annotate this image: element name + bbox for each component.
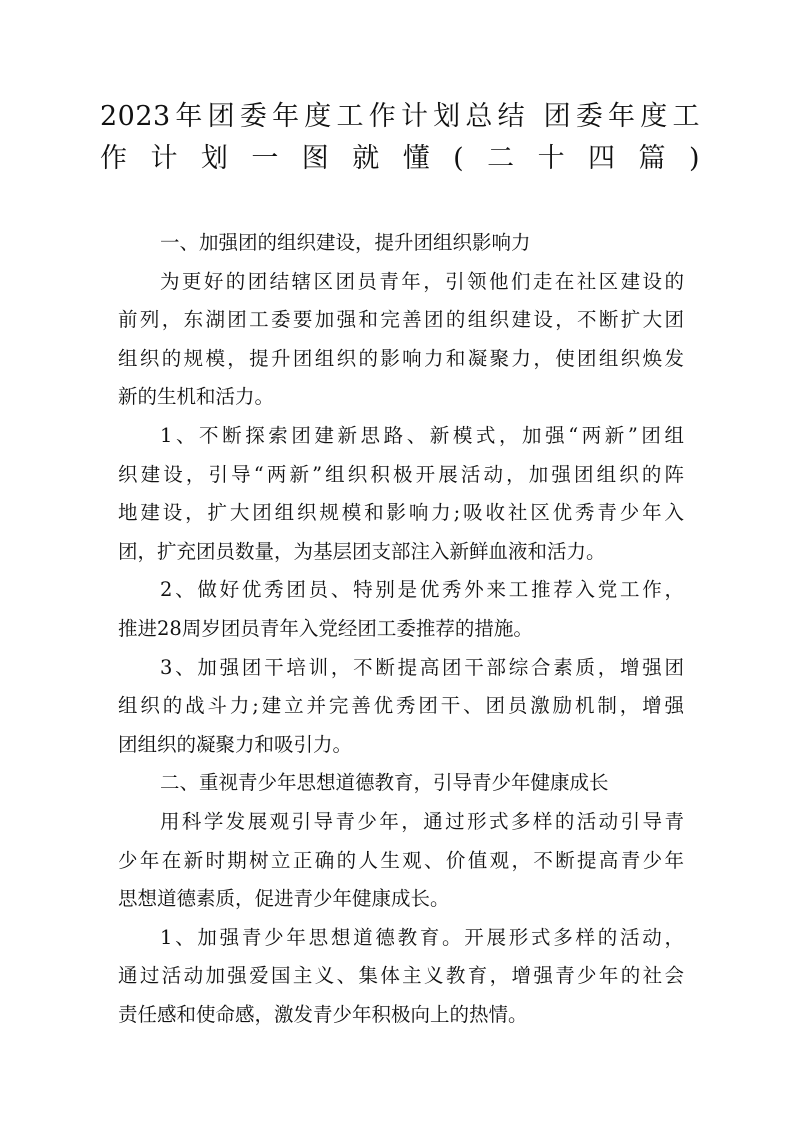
text-line: 为更好的团结辖区团员青年，引领他们走在社区建设的 [160, 269, 684, 293]
paragraph [118, 263, 684, 417]
text-line: 1、不断探索团建新思路、新模式，加强“两新”团组 [160, 423, 684, 447]
paragraph [118, 571, 684, 648]
text-line: 组织的规模，提升团组织的影响力和凝聚力，使团组织焕发 [118, 346, 684, 370]
text-line: 1、加强青少年思想道德教育。开展形式多样的活动， [160, 925, 684, 949]
section-heading [118, 764, 684, 803]
title-line: 作计划一图就懂(二十四篇) [100, 143, 700, 174]
text-line: 织建设，引导“两新”组织积极开展活动，加强团组织的阵 [118, 462, 684, 486]
paragraph [118, 417, 684, 571]
text-line: 二、重视青少年思想道德教育，引导青少年健康成长 [160, 771, 609, 795]
text-line: 3、加强团干培训，不断提高团干部综合素质，增强团 [160, 655, 684, 679]
text-line: 团组织的凝聚力和吸引力。 [118, 732, 353, 756]
text-line: 用科学发展观引导青少年，通过形式多样的活动引导青 [160, 809, 684, 833]
text-line: 新的生机和活力。 [118, 385, 275, 409]
text-line: 思想道德素质，促进青少年健康成长。 [118, 887, 450, 911]
text-line: 责任感和使命感，激发青少年积极向上的热情。 [118, 1002, 528, 1026]
text-line: 组织的战斗力;建立并完善优秀团干、团员激励机制，增强 [118, 694, 684, 718]
paragraph [118, 919, 684, 1035]
paragraph [118, 649, 684, 765]
text-line: 通过活动加强爱国主义、集体主义教育，增强青少年的社会 [118, 964, 684, 988]
text-line: 前列，东湖团工委要加强和完善团的组织建设，不断扩大团 [118, 308, 684, 332]
text-line: 2、做好优秀团员、特别是优秀外来工推荐入党工作， [160, 578, 684, 602]
section-heading [118, 224, 684, 263]
text-line: 少年在新时期树立正确的人生观、价值观，不断提高青少年 [118, 848, 684, 872]
document-body [118, 224, 684, 1034]
text-line: 地建设，扩大团组织规模和影响力;吸收社区优秀青少年入 [118, 501, 684, 525]
paragraph [118, 803, 684, 919]
text-line: 一、加强团的组织建设，提升团组织影响力 [160, 231, 531, 254]
title-line: 2023年团委年度工作计划总结 团委年度工 [100, 101, 700, 132]
text-line: 推进28周岁团员青年入党经团工委推荐的措施。 [118, 616, 533, 640]
text-line: 团，扩充团员数量，为基层团支部注入新鲜血液和活力。 [118, 539, 606, 563]
document-title [100, 96, 700, 180]
